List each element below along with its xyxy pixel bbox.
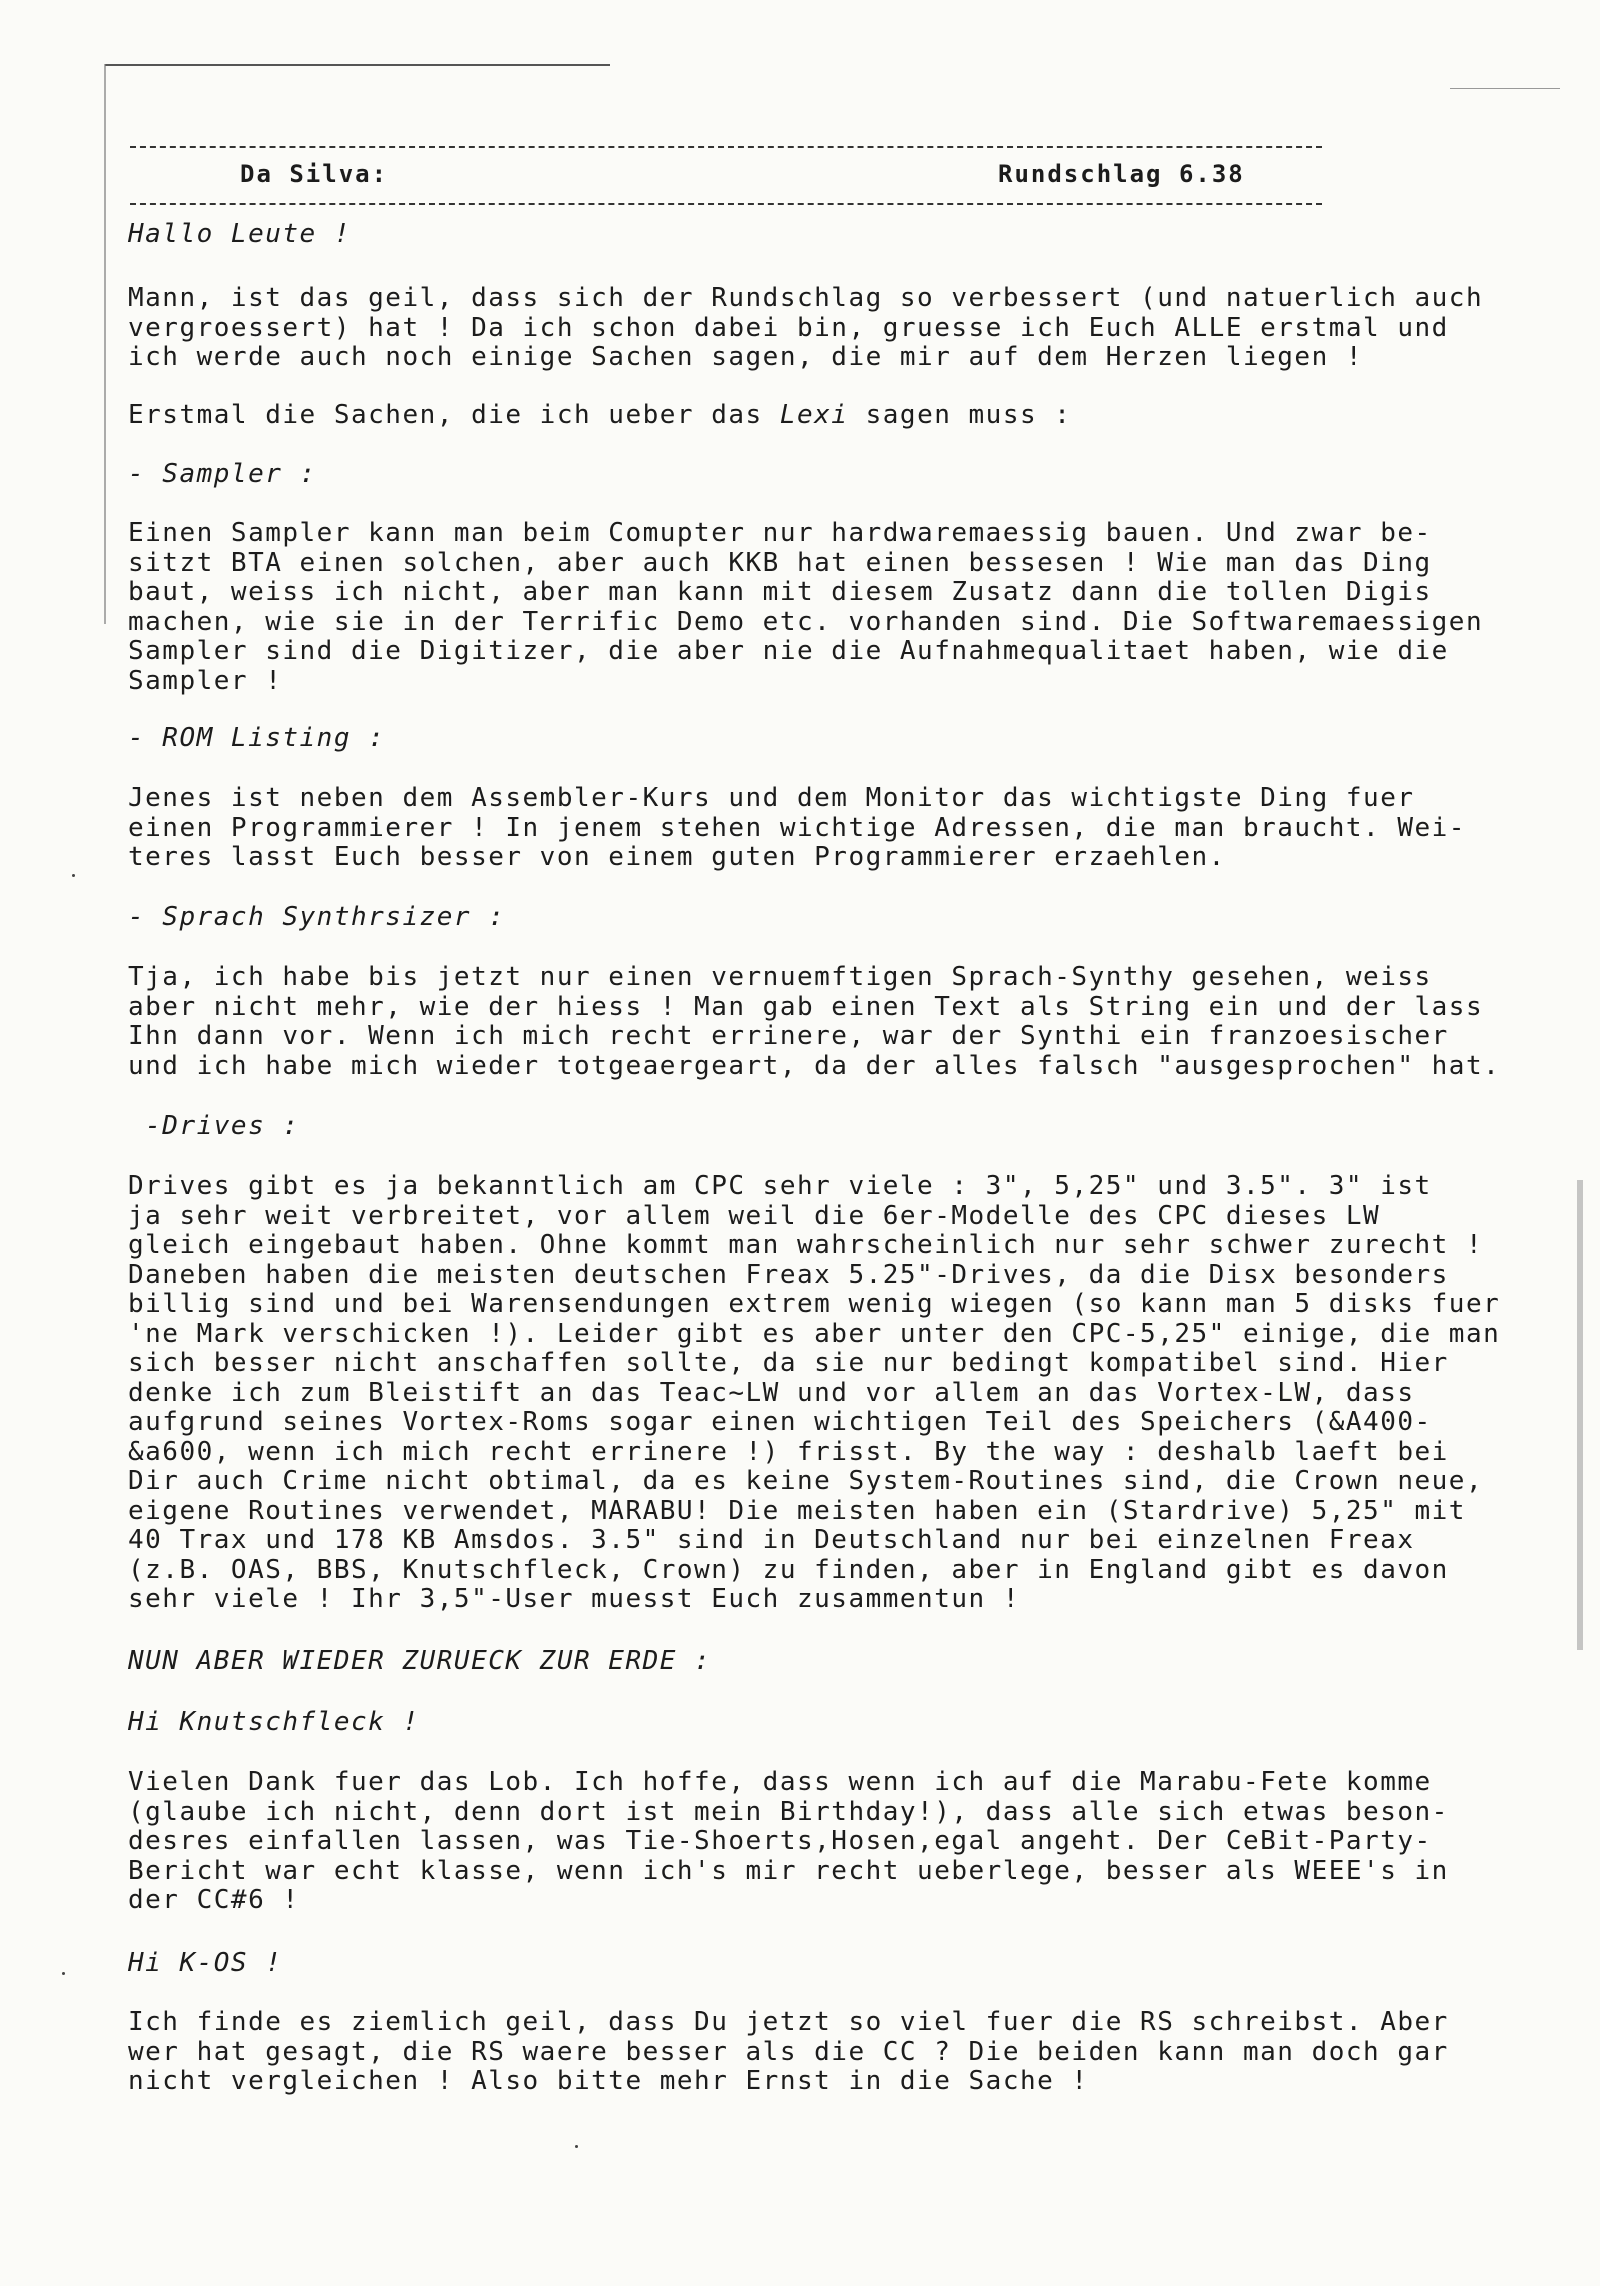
issue-label: Rundschlag 6.38	[998, 160, 1245, 188]
greeting-heading-k-os: Hi K-OS !	[128, 1948, 283, 1978]
scan-edge-left	[104, 64, 106, 624]
scan-edge-top	[105, 64, 610, 66]
section-heading-sampler: - Sampler :	[128, 459, 317, 489]
scan-speck	[62, 1972, 65, 1975]
section-heading-drives: -Drives :	[128, 1111, 300, 1141]
greeting-body-knutschfleck: Vielen Dank fuer das Lob. Ich hoffe, dass wenn ich auf die Marabu-Fete komme (glaube ich nicht, denn dort ist mein Birthday!), dass alle sich etwas beson- desres einfallen lassen, was Tie-Shoerts,Hosen,egal angeht. Der CeBit-Party- Bericht war echt klasse, wenn ich's mir recht ueberlege, besser als WEEE's in der CC#6 !	[128, 1767, 1449, 1915]
scan-speck	[72, 874, 75, 877]
greeting: Hallo Leute !	[128, 219, 351, 249]
lexi-text-before: Erstmal die Sachen, die ich ueber das	[128, 400, 780, 430]
scan-edge-right	[1577, 1180, 1583, 1650]
section-body-rom-listing: Jenes ist neben dem Assembler-Kurs und dem Monitor das wichtigste Ding fuer einen Programmierer ! In jenem stehen wichtige Adressen, die man braucht. Wei- teres lasst Euch besser von einem guten Programmierer erzaehlen.	[128, 783, 1466, 872]
greeting-body-k-os: Ich finde es ziemlich geil, dass Du jetzt so viel fuer die RS schreibst. Aber wer hat gesagt, die RS waere besser als die CC ? Die beiden kann man doch gar nicht vergleichen ! Also bitte mehr Ernst in die Sache !	[128, 2007, 1449, 2096]
section-body-sprach-synth: Tja, ich habe bis jetzt nur einen vernuemftigen Sprach-Synthy gesehen, weiss aber nicht mehr, wie der hiess ! Man gab einen Text als String ein und der lass Ihn dann vor. Wenn ich mich recht errinere, war der Synthi ein franzoesischer und ich habe mich wieder totgeaergeart, da der alles falsch "ausgesprochen" hat.	[128, 962, 1501, 1081]
author-name: Da Silva:	[240, 160, 389, 188]
scan-mark	[1450, 88, 1560, 89]
greeting-heading-knutschfleck: Hi Knutschfleck !	[128, 1707, 420, 1737]
section-heading-rom-listing: - ROM Listing :	[128, 723, 386, 753]
lexi-intro-line	[128, 401, 1568, 431]
lexi-italic-word: Lexi	[779, 400, 849, 430]
section-heading-sprach-synth: - Sprach Synthrsizer :	[128, 902, 506, 932]
header-rule-bottom	[130, 203, 1322, 205]
section-body-drives: Drives gibt es ja bekanntlich am CPC sehr viele : 3", 5,25" und 3.5". 3" ist ja sehr weit verbreitet, vor allem weil die 6er-Modelle des CPC dieses LW gleich eingebaut haben. Ohne kommt man wahrscheinlich nur sehr schwer zurecht ! Daneben haben die meisten deutschen Freax 5.25"-Drives, da die Disx besonders billig sind und bei Warensendungen extrem wenig wiegen (so kann man 5 disks fuer 'ne Mark verschicken !). Leider gibt es aber unter den CPC-5,25" einige, die man sich besser nicht anschaffen sollte, da sie nur bedingt kompatibel sind. Hier denke ich zum Bleistift an das Teac~LW und vor allem an das Vortex-LW, dass aufgrund seines Vortex-Roms sogar einen wichtigen Teil des Speichers (&A400- &a600, wenn ich mich recht errinere !) frisst. By the way : deshalb laeft bei Dir auch Crime nicht obtimal, da es keine System-Routines sind, die Crown neue, eigene Routines verwendet, MARABU! Die meisten haben ein (Stardrive) 5,25" mit 40 Trax und 178 KB Amsdos. 3.5" sind in Deutschland nur bei einzelnen Freax (z.B. OAS, BBS, Knutschfleck, Crown) zu finden, aber in England gibt es davon sehr viele ! Ihr 3,5"-User muesst Euch zusammentun !	[128, 1171, 1501, 1614]
intro-paragraph: Mann, ist das geil, dass sich der Rundschlag so verbessert (und natuerlich auch vergroessert) hat ! Da ich schon dabei bin, gruesse ich Euch ALLE erstmal und ich werde auch noch einige Sachen sagen, die mir auf dem Herzen liegen !	[128, 283, 1484, 372]
lexi-text-after: sagen muss :	[848, 400, 1072, 430]
scan-speck	[575, 2145, 578, 2148]
header-rule-top	[130, 146, 1322, 148]
section-body-sampler: Einen Sampler kann man beim Comupter nur hardwaremaessig bauen. Und zwar be- sitzt BTA einen solchen, aber auch KKB hat einen bessesen ! Wie man das Ding baut, weiss ich nicht, aber man kann mit diesem Zusatz dann die tollen Digis machen, wie sie in der Terrific Demo etc. vorhanden sind. Die Softwaremaessigen Sampler sind die Digitizer, die aber nie die Aufnahmequalitaet haben, wie die Sampler !	[128, 518, 1484, 696]
back-to-earth-heading: NUN ABER WIEDER ZURUECK ZUR ERDE :	[128, 1646, 712, 1676]
